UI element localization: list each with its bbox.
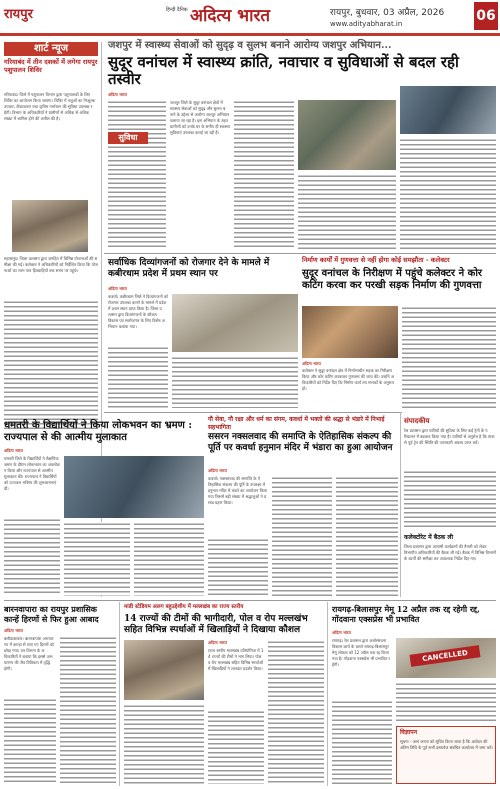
- story8-headline: रायगढ़-बिलासपुर मेमू 12 अप्रैल तक रद्द रहेगी रद्द, गोंदवाना एक्सप्रेस भी प्रभावित: [332, 604, 480, 624]
- section-divider-2: [104, 412, 402, 413]
- lead-headline: सुदूर वनांचल में स्वास्थ्य क्रांति, नवाचार व सुविधाओं से बदल रही तस्वीर: [108, 53, 459, 88]
- story8-text-col1: [332, 700, 392, 784]
- lead-kicker: जशपुर में स्वास्थ्य सेवाओं को सुदृढ़ व सुलभ बनाने आरोग्य जशपुर अभियान...: [108, 40, 392, 51]
- right-brief-text: [404, 470, 496, 530]
- logo-tagline: हिन्दी दैनिक: [166, 7, 188, 13]
- story4-byline: अदित्य भारत: [4, 448, 23, 453]
- story2-text-col2: [172, 356, 298, 408]
- lead-text-col4: [298, 174, 396, 250]
- cancelled-stamp: CANCELLED: [410, 645, 481, 667]
- lead-body: जशपुर जिले के सुदूर वनांचल क्षेत्रों में स्वास्थ्य सेवाओं को सुदृढ़ और सुलभ बनाने के उद्देश्य से आरोग्य जशपुर अभियान चलाया जा रहा है। इस अभियान के तहत ग्रामीणों को उनके घर के समीप ही स्वास्थ्य सुविधाएं उपलब्ध कराई जा रही हैं।: [170, 100, 230, 135]
- story2-body: कवर्धा। कबीरधाम जिले ने दिव्यांगजनों को रोजगार उपलब्ध कराने के मामले में प्रदेश में प्रथम स्थान प्राप्त किया है। जिला प्रशासन द्वारा दिव्यांगजनों के कौशल विकास एवं स्वरोजगार के लिए विशेष अभियान चलाया गया।: [108, 294, 168, 329]
- story4-headline: धमतरी के विद्यार्थियों ने किया लोकभवन का भ्रमण : राज्यपाल से की आत्मीय मुलाकात: [4, 420, 193, 443]
- story7-kicker: मांडी स्टेडियम अलग बहुउद्देशीय में मल्लखंब का राज्य स्तरीय: [124, 604, 244, 610]
- section-divider: [104, 253, 496, 254]
- lead-text-col1: [108, 100, 166, 248]
- column-divider-bottom-1: [119, 602, 120, 786]
- right-brief-body: रेल प्रशासन द्वारा यात्रियों की सुविधा के लिए कई ट्रेनों के परिचालन में बदलाव किया गया है। यात्रियों से अनुरोध है कि यात्रा से पूर्व ट्रेन की स्थिति की जानकारी अवश्य प्राप्त करें।: [404, 428, 495, 445]
- story6-headline: बारनवापारा का रायपुर प्रशासिक कान्हें हिरणों से फिर हुआ आबाद: [4, 604, 99, 624]
- lead-photo-2: [400, 86, 496, 134]
- story3-kicker: निर्माण कार्यों में गुणवत्ता से नहीं होगा कोई समझौता - कलेक्टर: [302, 256, 450, 264]
- lead-text-col3: [234, 100, 294, 250]
- story7-body: राज्य स्तरीय मल्लखंब प्रतियोगिता में 14 राज्यों की टीमों ने भाग लिया। पोल व रोप मल्लखंब सहित विभिन्न स्पर्धाओं में खिलाड़ियों ने शानदार प्रदर्शन किया।: [208, 648, 264, 671]
- story7-text-col1: [124, 704, 204, 784]
- story3-headline: सुदूर वनांचल के निरीक्षण में पहुंचे कलेक्टर ने कोर कटिंग करवा कर परखी सड़क निर्माण की गुणवत्ता: [302, 268, 483, 291]
- story6-byline: अदित्य भारत: [4, 628, 23, 633]
- brief-photo: [12, 200, 88, 252]
- story4-text-col2: [64, 522, 130, 596]
- lead-photo: [298, 100, 396, 170]
- story5-body: कवर्धा। नक्सलवाद की समाप्ति के ऐतिहासिक संकल्प की पूर्ति के उपलक्ष्य में हनुमान मंदिर में भंडारे का आयोजन किया गया जिसमें बड़ी संख्या में श्रद्धालुओं ने प्रसाद ग्रहण किया।: [208, 476, 268, 505]
- story6-text-col1: [4, 698, 56, 784]
- ad-body: सूचना - आम जनता को सूचित किया जाता है कि आवेदन की अंतिम तिथि के पूर्व सभी दस्तावेज संबंधित कार्यालय में जमा करें।: [400, 739, 493, 750]
- brief-text-block: [4, 300, 98, 430]
- story8-text-col2: [396, 682, 496, 722]
- lead-byline: अदित्य भारत: [108, 92, 127, 97]
- brief-body: गरियाबंद। जिले में पशुपालन विभाग द्वारा पशुपालकों के लिए शिविर का आयोजन किया जाएगा। शिविर में पशुओं का निःशुल्क उपचार, टीकाकरण तथा कृत्रिम गर्भाधान की सुविधा उपलब्ध रहेगी। विभाग के अधिकारियों ने ग्रामीणों से अधिक से अधिक संख्या में शामिल होने की अपील की है।: [4, 92, 96, 121]
- brief2-body: महासमुंद। जिला प्रशासन द्वारा जनहित में विभिन्न योजनाओं की समीक्षा की गई। कलेक्टर ने अधिकारियों को निर्देशित किया कि योजनाओं का लाभ पात्र हितग्राहियों तक समय पर पहुंचे।: [4, 256, 98, 273]
- story4-text-col3: [134, 522, 204, 596]
- brief-headline: गरियाबंद में तीन दशकों में लगेगा रायपुर पशुपालन शिविर: [4, 58, 98, 74]
- story4-text-col1: [4, 518, 60, 596]
- story2-photo: [172, 294, 298, 352]
- story8-byline: अदित्य भारत: [332, 630, 351, 635]
- lead-box-label: सुविधा: [108, 132, 148, 144]
- story5-kicker: गौ सेवा, गौ रक्षा और धर्म का संगम, कवर्धा में भक्तों की श्रद्धा से भंडारे में निभाई सहभागिता: [208, 416, 385, 431]
- story6-body: बलौदाबाजार। बारनवापारा अभयारण्य में कान्हा से लाए गए हिरणों को छोड़ा गया। वन विभाग के अधिकारियों ने बताया कि इससे अभयारण्य की जैव विविधता में वृद्धि होगी।: [4, 636, 54, 671]
- story4-body: धमतरी जिले के विद्यार्थियों ने शैक्षणिक भ्रमण के दौरान लोकभवन का अवलोकन किया और राज्यपाल से आत्मीय मुलाकात की। राज्यपाल ने विद्यार्थियों को उज्ज्वल भविष्य की शुभकामनाएं दीं।: [4, 456, 60, 491]
- story3-byline: अदित्य भारत: [302, 361, 321, 366]
- story7-headline: 14 राज्यों की टीमों की भागीदारी, पोल व रोप मल्लखंभ सहित विभिन्न स्पर्धाओं में खिलाड़ियों ने दिखाया कौशल: [124, 614, 308, 635]
- column-divider-bottom-2: [327, 602, 328, 786]
- section-city: रायपुर: [4, 7, 33, 22]
- story5-text-col1: [208, 538, 268, 596]
- story7-photo: [124, 640, 204, 700]
- website-url[interactable]: www.adityabharat.in: [330, 20, 403, 28]
- story7-text-col3: [268, 640, 324, 784]
- story5-text-col3: [336, 476, 398, 596]
- story3-text-col2: [402, 306, 496, 408]
- ad-box: [396, 726, 496, 784]
- story5-headline: ससरन नक्सलवाद की समाप्ति के ऐतिहासिक संकल्प की पूर्ति पर कवर्धा हनुमान मंदिर में भंडारा का हुआ आयोजन: [208, 432, 393, 453]
- page-number: 06: [474, 2, 498, 30]
- right-notice-body: जिला प्रशासन द्वारा आगामी कार्यक्रमों की तैयारी को लेकर विभागीय अधिकारियों की बैठक ली गई। बैठक में विभिन्न विभागों के कार्यों की समीक्षा कर आवश्यक निर्देश दिए गए।: [404, 544, 496, 561]
- short-news-tag: शार्ट न्यूज: [4, 42, 98, 56]
- right-brief-headline: संपादकीय: [404, 416, 430, 425]
- story2-headline: सर्वाधिक दिव्यांगजनों को रोजगार देने के मामले में कबीरधाम प्रदेश में प्रथम स्थान पर: [108, 258, 270, 279]
- ad-headline: विज्ञापन: [400, 729, 418, 736]
- story3-photo: [302, 306, 398, 358]
- story6-text-col2: [60, 636, 116, 784]
- section-divider-3: [4, 600, 496, 601]
- story3-body: कलेक्टर ने सुदूर वनांचल क्षेत्र में निर्माणाधीन सड़क का निरीक्षण किया और कोर कटिंग करवाकर गुणवत्ता की जांच की। उन्होंने अधिकारियों को निर्देश दिए कि निर्माण कार्य तय मानकों के अनुरूप हों।: [302, 368, 395, 391]
- story2-text-col1: [108, 346, 168, 408]
- story5-text-col2: [272, 476, 332, 596]
- story4-photo: [64, 456, 204, 518]
- story5-byline: अदित्य भारत: [208, 468, 227, 473]
- story7-byline: अदित्य भारत: [208, 640, 227, 645]
- right-notice-headline: कलेक्टोरेट में बैठक ली: [404, 534, 453, 541]
- story8-body: रायगढ़। रेल प्रशासन द्वारा अधोसंरचना विकास कार्य के चलते रायगढ़-बिलासपुर मेमू लोकल को 12 अप्रैल तक रद्द किया गया है। गोंदवाना एक्सप्रेस भी प्रभावित रहेगी।: [332, 638, 391, 667]
- story7-text-col2: [208, 710, 264, 784]
- lead-text-col5: [400, 138, 496, 250]
- column-divider-right: [400, 412, 401, 597]
- masthead: [0, 0, 500, 36]
- newspaper-logo: अदित्य भारत: [190, 6, 271, 26]
- story2-byline: अदित्य भारत: [108, 286, 127, 291]
- issue-date: रायपुर, बुधवार, 03 अप्रैल, 2026: [330, 8, 445, 18]
